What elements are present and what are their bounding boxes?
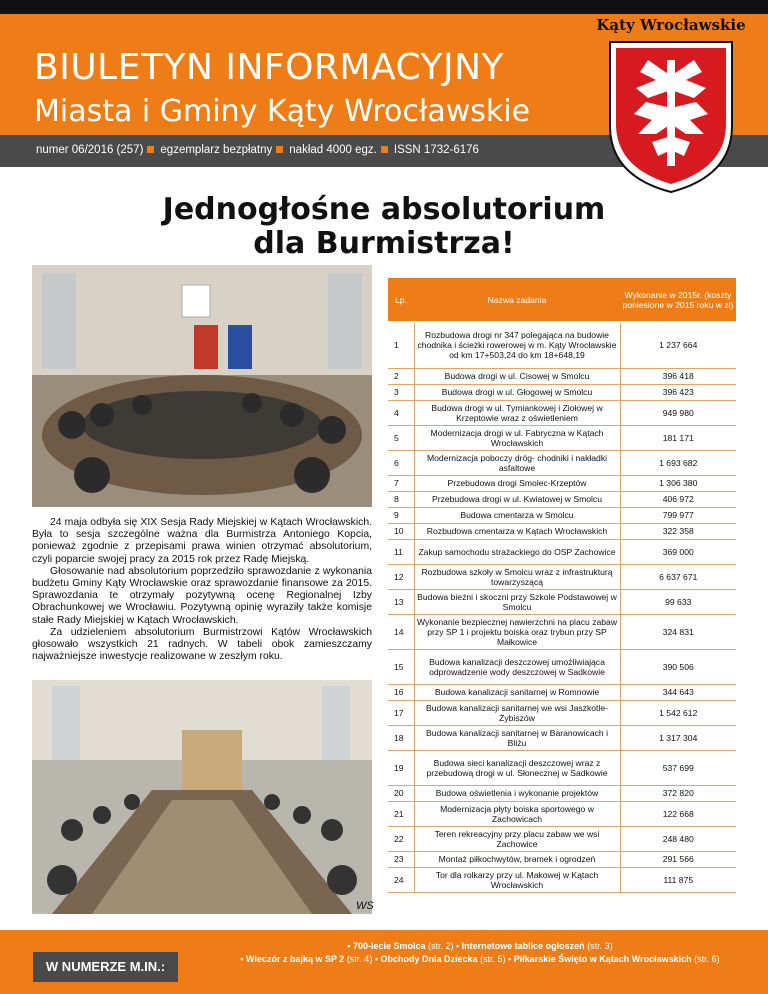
- table-cell-value: 322 358: [620, 523, 736, 539]
- table-cell-lp: 17: [388, 700, 414, 725]
- table-cell-value: 406 972: [620, 491, 736, 507]
- issue-teaser-item: [347, 941, 453, 951]
- teaser-title: Piłkarskie Święto w Kątach Wrocławskich: [513, 954, 695, 964]
- table-cell-lp: 21: [388, 801, 414, 826]
- table-cell-value: 344 643: [620, 684, 736, 700]
- table-row: [388, 589, 736, 614]
- table-cell-value: 396 418: [620, 368, 736, 384]
- headline: [0, 193, 768, 261]
- article-body: [32, 517, 372, 663]
- table-cell-value: 1 306 380: [620, 475, 736, 491]
- in-this-issue-list: [200, 940, 760, 966]
- table-row: [388, 564, 736, 589]
- investments-table: [388, 278, 736, 893]
- table-cell-name: Modernizacja płyty boiska sportowego w Zachowicach: [414, 801, 620, 826]
- teaser-title: Obchody Dnia Dziecka: [380, 954, 481, 964]
- table-cell-name: Budowa drogi w ul. Tymiankowej i Ziołowej w Krzeptowie wraz z oświetleniem: [414, 400, 620, 425]
- table-cell-name: Budowa kanalizacji deszczowej umożliwiająca odprowadzenie wody deszczowej w Sadkowie: [414, 649, 620, 684]
- table-row: [388, 322, 736, 368]
- table-cell-value: 111 875: [620, 867, 736, 892]
- masthead-subtitle: Miasta i Gminy Kąty Wrocławskie: [34, 94, 531, 129]
- table-cell-lp: 14: [388, 614, 414, 649]
- table-cell-value: 1 237 664: [620, 322, 736, 368]
- table-row: [388, 523, 736, 539]
- table-cell-value: 1 542 612: [620, 700, 736, 725]
- table-cell-lp: 2: [388, 368, 414, 384]
- table-cell-value: 949 980: [620, 400, 736, 425]
- top-bar: [0, 0, 768, 14]
- table-row: [388, 750, 736, 785]
- article-paragraph: Głosowanie nad absolutorium poprzedziło sprawozdanie z wykonania budżetu Gminy Kąty Wrocławskie oraz sprawozdanie finansowe za 2015. Sprawozdania te otrzymały pozytywną ocenę Regionalnej Izby Obrachunkowej we Wrocławiu. Pozytywną opinię wyraziły także komisje stałe Rady Miejskiej w Kątach Wrocławskich.: [32, 565, 372, 626]
- bullet-icon: [276, 146, 283, 153]
- issue-circulation: nakład 4000 egz.: [289, 144, 377, 156]
- table-cell-name: Montaż piłkochwytów, bramek i ogrodzeń: [414, 851, 620, 867]
- teaser-title: Wieczór z bajką w SP 2: [246, 954, 347, 964]
- table-cell-name: Modernizacja poboczy dróg- chodniki i nakładki asfaltowe: [414, 450, 620, 475]
- table-cell-name: Modernizacja drogi w ul. Fabryczna w Kątach Wrocławskich: [414, 425, 620, 450]
- table-cell-name: Budowa drogi w ul. Cisowej w Smolcu: [414, 368, 620, 384]
- table-row: [388, 400, 736, 425]
- issue-teaser-item: [506, 954, 720, 964]
- table-cell-lp: 8: [388, 491, 414, 507]
- table-header-row: [388, 278, 736, 322]
- table-row: [388, 725, 736, 750]
- table-cell-lp: 3: [388, 384, 414, 400]
- table-row: [388, 851, 736, 867]
- issue-issn: ISSN 1732-6176: [393, 144, 479, 156]
- table-row: [388, 491, 736, 507]
- table-cell-lp: 13: [388, 589, 414, 614]
- bullet-icon: [147, 146, 154, 153]
- issue-teaser-item: [240, 954, 372, 964]
- table-cell-lp: 11: [388, 539, 414, 564]
- table-cell-name: Budowa bieżni i skoczni przy Szkole Podstawowej w Smolcu: [414, 589, 620, 614]
- bullet-icon: [381, 146, 388, 153]
- table-cell-lp: 4: [388, 400, 414, 425]
- column-header-lp: Lp.: [388, 278, 414, 322]
- table-cell-value: 537 699: [620, 750, 736, 785]
- council-session-photo: [32, 265, 372, 507]
- masthead-title: BIULETYN INFORMACYJNY: [34, 47, 505, 88]
- article-paragraph: 24 maja odbyła się XIX Sesja Rady Miejskiej w Kątach Wrocławskich. Była to sesja szczególne ważna dla Burmistrza Antoniego Kopcia, ponieważ zgodnie z przepisami prawa winien otrzymać absolutorium, czyli poparcie swojej pracy za 2015 rok przez Radę Miejską.: [32, 517, 372, 565]
- table-cell-lp: 24: [388, 867, 414, 892]
- table-cell-name: Rozbudowa drogi nr 347 polegająca na budowie chodnika i ścieżki rowerowej w m. Kąty Wrocławskie od km 17+503,24 do km 18+648,19: [414, 322, 620, 368]
- issue-teaser-item: [454, 941, 613, 951]
- issue-free-note: egzemplarz bezpłatny: [160, 144, 273, 156]
- footer-contents-bar: [0, 930, 768, 994]
- table-cell-value: 369 000: [620, 539, 736, 564]
- table-cell-lp: 19: [388, 750, 414, 785]
- table-row: [388, 684, 736, 700]
- table-cell-lp: 5: [388, 425, 414, 450]
- table-cell-lp: 18: [388, 725, 414, 750]
- table-cell-value: 799 977: [620, 507, 736, 523]
- table-row: [388, 826, 736, 851]
- table-cell-lp: 12: [388, 564, 414, 589]
- table-row: [388, 475, 736, 491]
- table-row: [388, 425, 736, 450]
- table-cell-name: Budowa sieci kanalizacji deszczowej wraz z przebudową drogi w ul. Słonecznej w Sadkowie: [414, 750, 620, 785]
- coat-of-arms-icon: [596, 16, 746, 194]
- table-cell-lp: 15: [388, 649, 414, 684]
- table-cell-lp: 22: [388, 826, 414, 851]
- table-cell-name: Tor dla rolkarzy przy ul. Makowej w Kątach Wrocławskich: [414, 867, 620, 892]
- table-cell-name: Budowa kanalizacji sanitarnej we wsi Jaszkotle-Żybiszów: [414, 700, 620, 725]
- table-row: [388, 384, 736, 400]
- teaser-page: (str. 5): [480, 954, 506, 964]
- table-cell-value: 291 566: [620, 851, 736, 867]
- table-cell-name: Budowa drogi w ul. Głogowej w Smolcu: [414, 384, 620, 400]
- table-row: [388, 614, 736, 649]
- table-cell-name: Przebudowa drogi w ul. Kwiatowej w Smolcu: [414, 491, 620, 507]
- issue-teaser-item: [372, 954, 505, 964]
- column-header-name: Nazwa zadania: [414, 278, 620, 322]
- table-cell-lp: 6: [388, 450, 414, 475]
- table-cell-lp: 10: [388, 523, 414, 539]
- bullet-icon: •: [372, 954, 381, 964]
- article-paragraph: Za udzieleniem absolutorium Burmistrzowi Kątów Wrocławskich głosowało wszystkich 21 radnych. W tabeli obok zamieszczamy najważniejsze inwestycje realizowane w zeszłym roku.: [32, 626, 372, 663]
- table-cell-value: 99 633: [620, 589, 736, 614]
- table-row: [388, 539, 736, 564]
- table-cell-name: Budowa kanalizacji sanitarnej w Romnowie: [414, 684, 620, 700]
- teaser-title: 700-lecie Smolca: [352, 941, 428, 951]
- table-cell-value: 390 506: [620, 649, 736, 684]
- table-cell-name: Wykonanie bezpiecznej nawierzchni na placu zabaw przy SP 1 i projektu boiska oraz trybun przy SP Małkowice: [414, 614, 620, 649]
- table-cell-name: Budowa oświetlenia i wykonanie projektów: [414, 785, 620, 801]
- bullet-icon: •: [240, 954, 247, 964]
- table-row: [388, 700, 736, 725]
- table-row: [388, 507, 736, 523]
- table-cell-value: 1 693 682: [620, 450, 736, 475]
- table-row: [388, 867, 736, 892]
- table-cell-value: 248 480: [620, 826, 736, 851]
- teaser-page: (str. 3): [587, 941, 613, 951]
- table-row: [388, 801, 736, 826]
- table-cell-name: Rozbudowa cmentarza w Kątach Wrocławskich: [414, 523, 620, 539]
- table-cell-name: Teren rekreacyjny przy placu zabaw we wsi Zachowice: [414, 826, 620, 851]
- article-signature: WS: [356, 900, 374, 912]
- table-cell-lp: 7: [388, 475, 414, 491]
- table-row: [388, 368, 736, 384]
- table-cell-value: 122 668: [620, 801, 736, 826]
- bullet-icon: •: [347, 941, 353, 951]
- headline-line2: dla Burmistrza!: [253, 226, 515, 261]
- column-header-value: Wykonanie w 2015r. (koszty poniesione w 2015 roku w zł): [620, 278, 736, 322]
- table-row: [388, 649, 736, 684]
- table-cell-lp: 20: [388, 785, 414, 801]
- table-cell-value: 396 423: [620, 384, 736, 400]
- headline-line1: Jednogłośne absolutorium: [162, 192, 606, 227]
- table-cell-name: Zakup samochodu strażackiego do OSP Zachowice: [414, 539, 620, 564]
- teaser-page: (str. 2): [427, 941, 454, 951]
- council-room-photo: [32, 680, 372, 914]
- table-cell-name: Przebudowa drogi Smolec-Krzeptów: [414, 475, 620, 491]
- table-cell-lp: 9: [388, 507, 414, 523]
- bullet-icon: •: [505, 954, 514, 964]
- table-cell-value: 1 317 304: [620, 725, 736, 750]
- table-cell-value: 181 171: [620, 425, 736, 450]
- table-cell-value: 6 637 671: [620, 564, 736, 589]
- table-cell-name: Budowa cmentarza w Smolcu: [414, 507, 620, 523]
- issue-number: numer 06/2016 (257): [36, 144, 144, 156]
- bullet-icon: •: [453, 941, 462, 951]
- table-cell-lp: 1: [388, 322, 414, 368]
- teaser-title: Internetowe tablice ogłoszeń: [461, 941, 588, 951]
- table-cell-lp: 23: [388, 851, 414, 867]
- city-crest: [596, 16, 746, 194]
- table-cell-lp: 16: [388, 684, 414, 700]
- table-cell-value: 372 820: [620, 785, 736, 801]
- table-cell-value: 324 831: [620, 614, 736, 649]
- table-row: [388, 450, 736, 475]
- teaser-page: (str. 4): [346, 954, 373, 964]
- table-cell-name: Rozbudowa szkoły w Smolcu wraz z infrastrukturą towarzyszącą: [414, 564, 620, 589]
- table-row: [388, 785, 736, 801]
- in-this-issue-label: W NUMERZE M.IN.:: [33, 952, 178, 982]
- crest-label: Kąty Wrocławskie: [596, 16, 746, 34]
- teaser-page: (str. 6): [694, 954, 720, 964]
- table-cell-name: Budowa kanalizacji sanitarnej w Baranowicach i Bliżu: [414, 725, 620, 750]
